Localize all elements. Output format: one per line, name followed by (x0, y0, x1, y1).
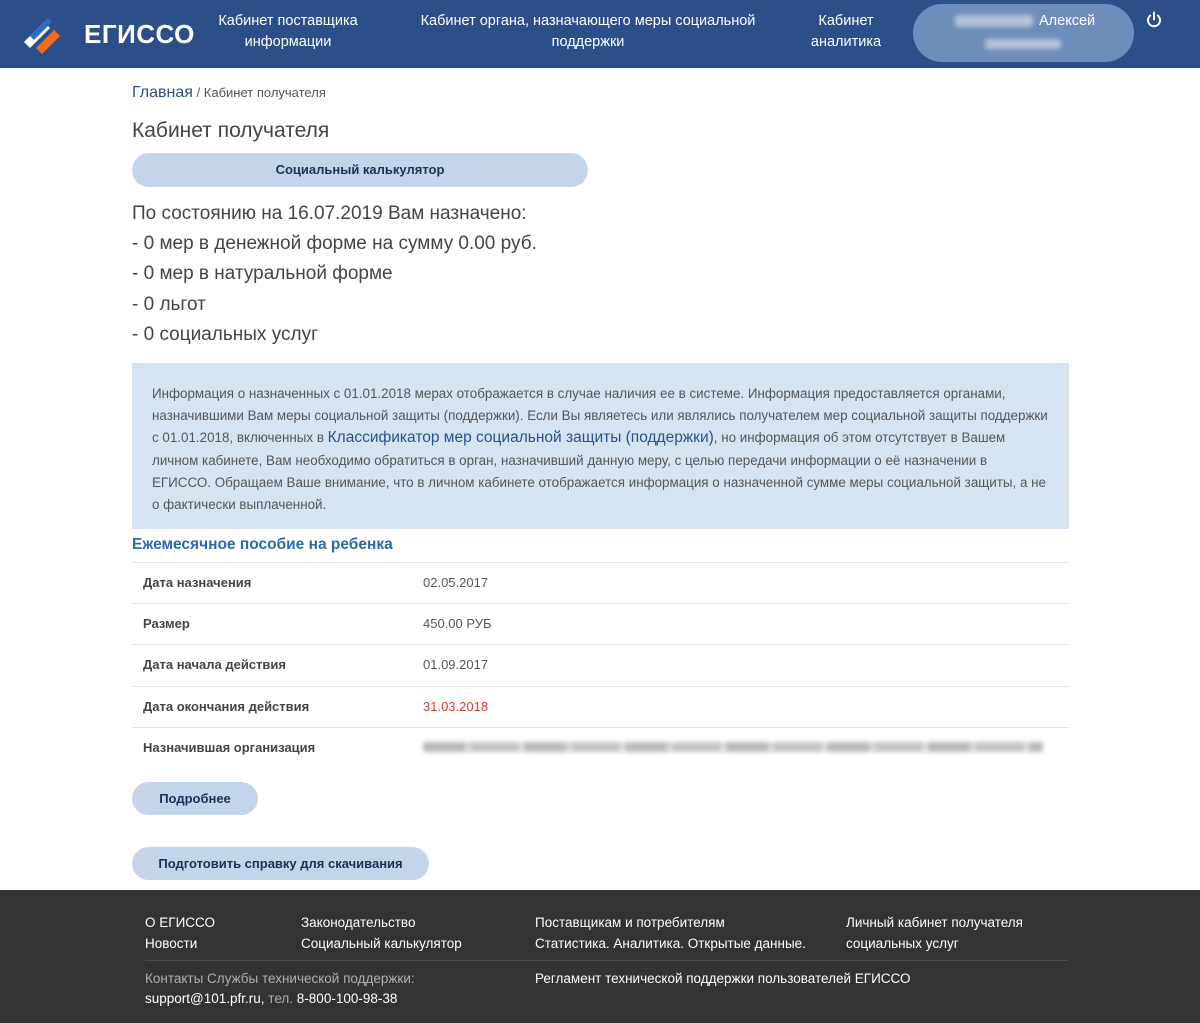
breadcrumb-current: Кабинет получателя (203, 85, 326, 100)
footer-link-statistics[interactable]: Статистика. Аналитика. Открытые данные. (535, 936, 806, 951)
prepare-certificate-button[interactable]: Подготовить справку для скачивания (132, 847, 429, 880)
blurred-organization-name (423, 742, 1043, 752)
support-contacts-label: Контакты Службы технической поддержки: (145, 971, 415, 986)
footer-col-1 (145, 912, 215, 954)
footer-link-providers[interactable]: Поставщикам и потребителям (535, 915, 725, 930)
footer-col-2 (301, 912, 462, 954)
social-calculator-button[interactable]: Социальный калькулятор (132, 153, 588, 187)
footer-col-4 (846, 912, 1023, 954)
footer-link-news[interactable]: Новости (145, 936, 198, 951)
classifier-link[interactable]: Классификатор мер социальной защиты (поддержки) (327, 429, 714, 447)
table-row (132, 644, 1069, 685)
more-details-button[interactable]: Подробнее (132, 782, 258, 815)
info-notice-box (132, 363, 1069, 529)
egisso-logo-icon[interactable] (22, 12, 66, 56)
breadcrumb (132, 84, 326, 102)
summary-line-privileges: - 0 льгот (132, 293, 206, 315)
table-row (132, 727, 1069, 768)
benefits-summary (132, 199, 537, 350)
row-label: Назначившая организация (143, 739, 316, 755)
top-header (0, 0, 1200, 68)
table-row (132, 686, 1069, 727)
blurred-surname (955, 15, 1033, 27)
summary-line-natural: - 0 мер в натуральной форме (132, 263, 393, 285)
footer-col-3 (535, 912, 806, 954)
benefit-details-table (132, 562, 1069, 768)
row-label: Размер (143, 616, 190, 632)
table-row (132, 603, 1069, 644)
nav-provider-cabinet[interactable]: Кабинет поставщика информации (218, 13, 358, 50)
breadcrumb-home-link[interactable]: Главная (132, 84, 193, 101)
summary-heading: По состоянию на 16.07.2019 Вам назначено: (132, 203, 527, 224)
logout-power-icon[interactable] (1145, 11, 1163, 29)
user-profile-pill[interactable] (913, 4, 1134, 62)
footer-link-calculator[interactable]: Социальный калькулятор (301, 936, 462, 951)
row-label: Дата назначения (143, 575, 252, 590)
row-label: Дата окончания действия (143, 698, 310, 714)
nav-authority-cabinet[interactable]: Кабинет органа, назначающего меры социальной поддержки (420, 13, 756, 50)
info-text-before: Информация о назначенных с 01.01.2018 мерах отображается в случае наличия ее в системе. Информация предоставляется органами, назначившими Вам меры социальной защиты (поддержки). Если Вы являетесь или являлись получателем мер социальной защиты поддержки с 01.01.2018, включенных в (152, 386, 1048, 446)
page-title: Кабинет получателя (132, 119, 330, 142)
table-row (132, 562, 1069, 603)
assignment-date-value: 02.05.2017 (423, 575, 489, 590)
nav-analyst-cabinet[interactable]: Кабинет аналитика (810, 13, 882, 50)
row-label: Дата начала действия (143, 657, 286, 673)
start-date-value: 01.09.2017 (423, 657, 489, 673)
breadcrumb-separator: / (196, 85, 201, 100)
benefit-title: Ежемесячное пособие на ребенка (132, 536, 393, 553)
footer-link-recipient-cabinet[interactable] (846, 912, 1023, 954)
user-first-name: Алексей (1039, 13, 1096, 29)
support-phone[interactable]: 8-800-100-98-38 (296, 991, 398, 1006)
summary-line-services: - 0 социальных услуг (132, 323, 319, 345)
footer-link-recipient-line2: социальных услуг (846, 936, 959, 951)
footer-link-about[interactable]: О ЕГИССО (145, 915, 215, 930)
summary-line-money: - 0 мер в денежной форме на сумму 0.00 руб. (132, 233, 537, 255)
support-reglament-link[interactable]: Регламент технической поддержки пользователей ЕГИССО (535, 971, 911, 986)
amount-value: 450.00 РУБ (423, 616, 492, 632)
info-text-after: , но информация об этом отсутствует в Вашем личном кабинете, Вам необходимо обратиться в орган, назначивший данную меру, с целью передачи информации о её назначении в ЕГИССО. Обращаем Ваше внимание, что в личном кабинете отображается информация о назначенной сумме меры социальной защиты, а не о фактически выплаченной. (152, 430, 1046, 513)
footer-link-legislation[interactable]: Законодательство (301, 915, 416, 930)
site-footer (0, 890, 1200, 1023)
phone-label: тел. (268, 991, 294, 1006)
support-email[interactable]: support@101.pfr.ru, (145, 991, 265, 1006)
support-contacts (145, 991, 397, 1006)
blurred-patronymic (985, 39, 1061, 49)
footer-divider (145, 960, 1068, 961)
end-date-value: 31.03.2018 (423, 698, 489, 714)
logo-text[interactable]: ЕГИССО (84, 19, 195, 49)
footer-link-recipient-line1: Личный кабинет получателя (846, 915, 1023, 930)
